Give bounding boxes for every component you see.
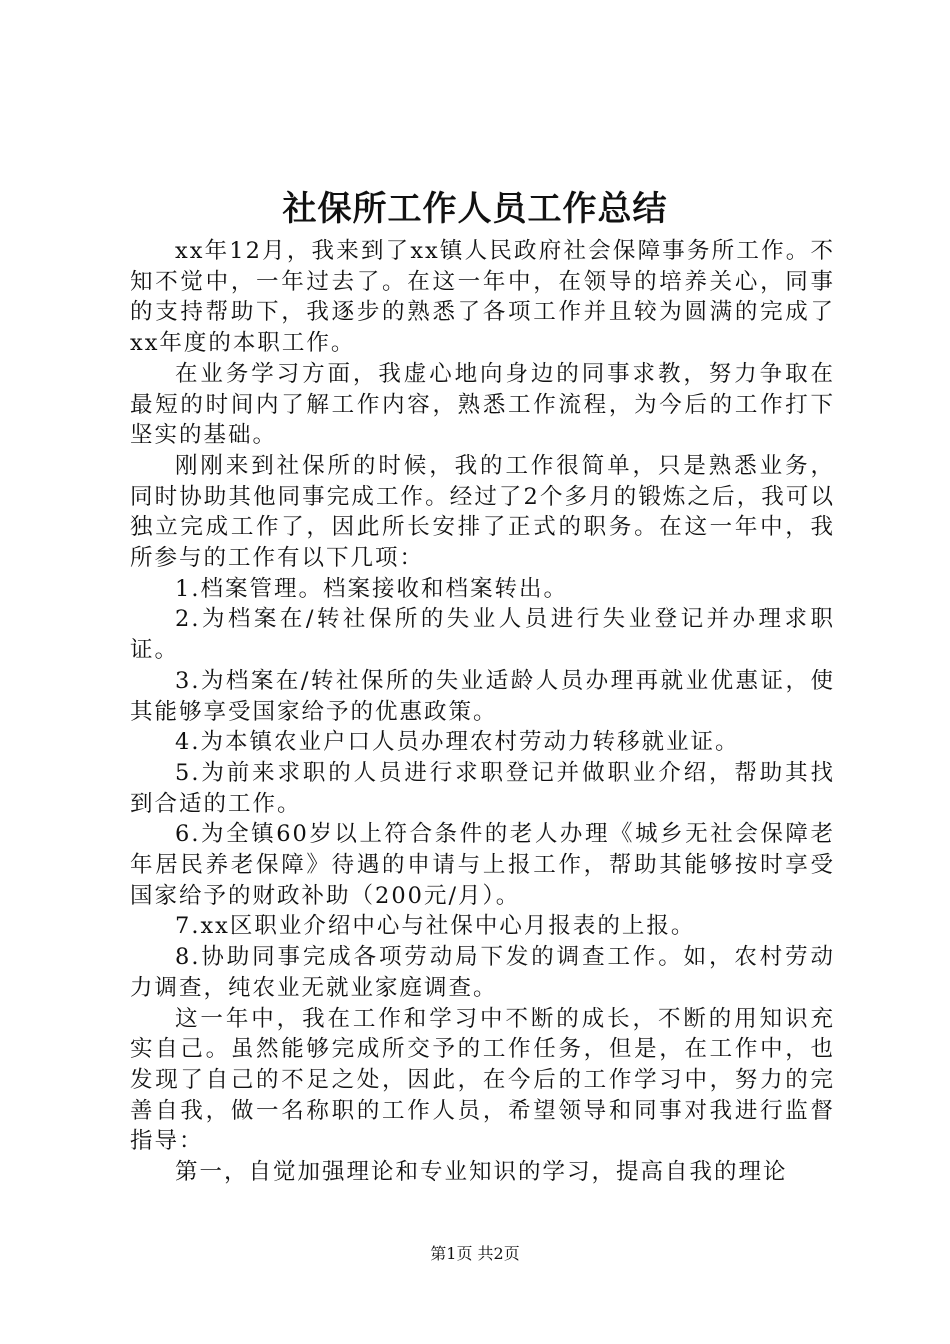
document-title: 社保所工作人员工作总结 [282, 189, 668, 229]
list-item: 3.为档案在/转社保所的失业适龄人员办理再就业优惠证，使其能够享受国家给予的优惠政策。 [130, 667, 835, 725]
list-item: 4.为本镇农业户口人员办理农村劳动力转移就业证。 [175, 729, 740, 756]
paragraph: xx年12月，我来到了xx镇人民政府社会保障事务所工作。不知不觉中，一年过去了。在这一年中，在领导的培养关心，同事的支持帮助下，我逐步的熟悉了各项工作并且较为圆满的完成了xx年度的本职工作。 [130, 238, 835, 357]
list-item: 1.档案管理。档案接收和档案转出。 [175, 575, 568, 602]
paragraph: 第一，自觉加强理论和专业知识的学习，提高自我的理论 [175, 1159, 788, 1186]
document-body [130, 236, 835, 1188]
list-item: 2.为档案在/转社保所的失业人员进行失业登记并办理求职证。 [130, 606, 835, 664]
page-footer: 第1页 共2页 [430, 1244, 520, 1263]
paragraph: 刚刚来到社保所的时候，我的工作很简单，只是熟悉业务，同时协助其他同事完成工作。经过了2个多月的锻炼之后，我可以独立完成工作了，因此所长安排了正式的职务。在这一年中，我所参与的工作有以下几项： [130, 452, 835, 572]
list-item: 7.xx区职业介绍中心与社保中心月报表的上报。 [175, 913, 696, 940]
list-item: 6.为全镇60岁以上符合条件的老人办理《城乡无社会保障老年居民养老保障》待遇的申请与上报工作，帮助其能够按时享受国家给予的财政补助（200元/月）。 [130, 821, 835, 909]
list-item: 5.为前来求职的人员进行求职登记并做职业介绍，帮助其找到合适的工作。 [130, 759, 835, 817]
paragraph: 在业务学习方面，我虚心地向身边的同事求教，努力争取在最短的时间内了解工作内容，熟悉工作流程，为今后的工作打下坚实的基础。 [130, 360, 835, 449]
list-item: 8.协助同事完成各项劳动局下发的调查工作。如，农村劳动力调查，纯农业无就业家庭调查。 [130, 944, 835, 1001]
paragraph: 这一年中，我在工作和学习中不断的成长，不断的用知识充实自己。虽然能够完成所交予的工作任务，但是，在工作中，也发现了自己的不足之处，因此，在今后的工作学习中，努力的完善自我，做一名称职的工作人员，希望领导和同事对我进行监督指导： [130, 1005, 835, 1155]
